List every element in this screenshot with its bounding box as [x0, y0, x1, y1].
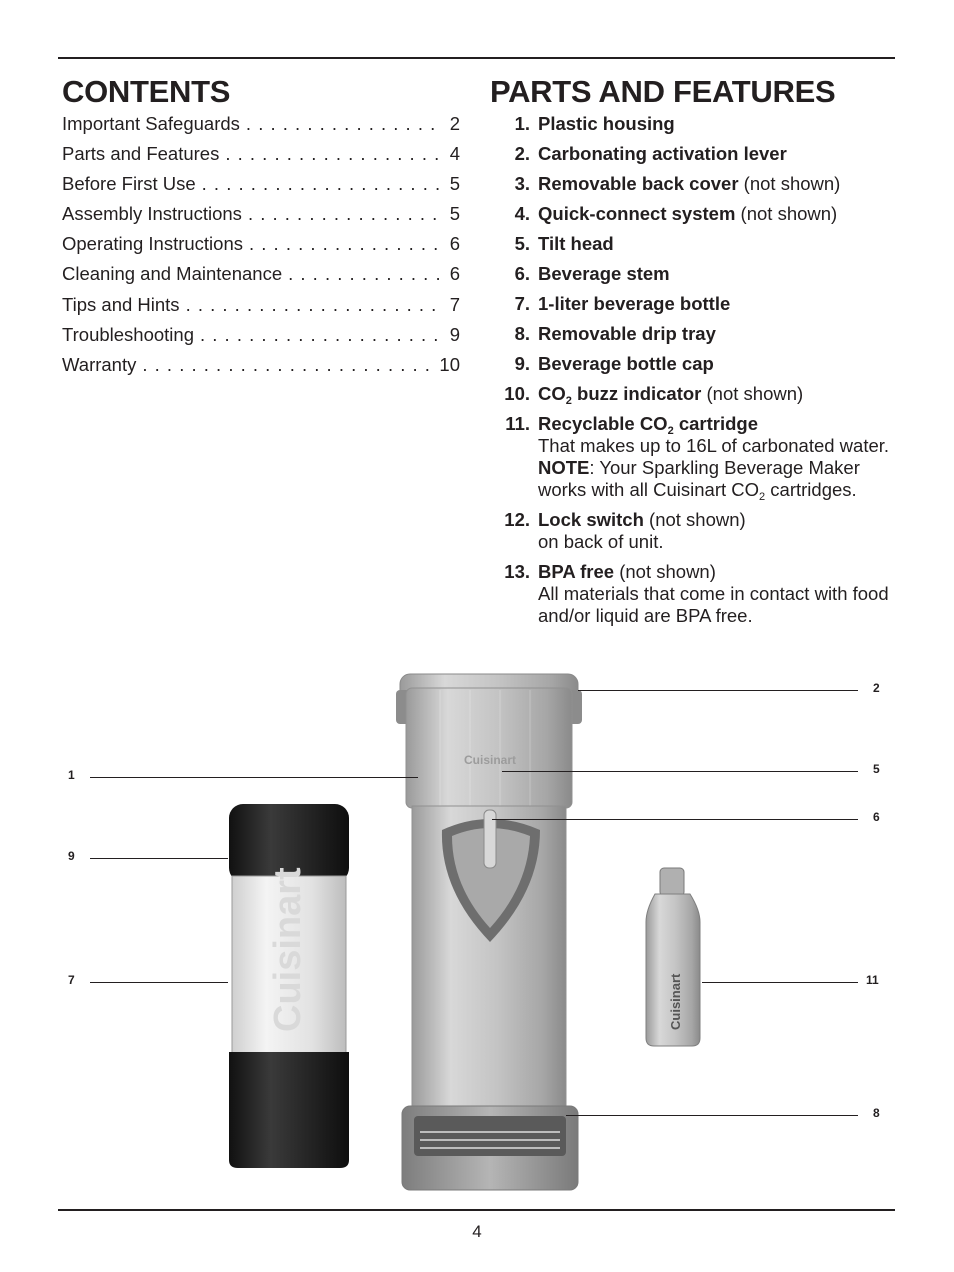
part-note: (not shown) — [706, 383, 804, 404]
table-of-contents — [62, 113, 460, 384]
toc-entry — [62, 233, 460, 263]
part-name: Removable drip tray — [538, 323, 716, 344]
part-number: 2. — [514, 143, 530, 164]
callout-9: 9 — [68, 849, 75, 863]
toc-entry — [62, 324, 460, 354]
toc-leader-dots — [142, 354, 433, 376]
part-number: 10. — [504, 383, 530, 404]
tilt-head — [406, 688, 572, 808]
part-description: on back of unit. — [538, 531, 664, 552]
part-name — [538, 383, 702, 407]
part-item — [490, 509, 890, 553]
part-item — [490, 143, 890, 165]
machine-brand-logo: Cuisinart — [463, 753, 517, 767]
toc-entry — [62, 113, 460, 143]
product-illustration — [0, 660, 954, 1205]
toc-entry-label: Assembly Instructions — [62, 203, 248, 225]
toc-entry-label: Tips and Hints — [62, 294, 186, 316]
toc-leader-dots — [248, 203, 444, 225]
part-name-text: buzz indicator — [571, 383, 702, 404]
leader-line-9 — [90, 858, 228, 859]
part-number: 1. — [514, 113, 530, 134]
toc-leader-dots — [288, 263, 444, 285]
part-name — [538, 413, 759, 437]
callout-5: 5 — [873, 762, 880, 776]
leader-line-1 — [90, 777, 418, 778]
toc-entry — [62, 203, 460, 233]
part-name: Removable back cover — [538, 173, 739, 194]
part-description-text: cartridges. — [765, 479, 857, 500]
toc-leader-dots — [249, 233, 444, 255]
cartridge-brand-logo: Cuisinart — [668, 973, 683, 1030]
part-name-text: cartridge — [673, 413, 759, 434]
toc-leader-dots — [246, 113, 444, 135]
toc-entry-label: Warranty — [62, 354, 142, 376]
part-note: (not shown) — [619, 561, 716, 582]
leader-line-6 — [492, 819, 858, 820]
toc-entry — [62, 143, 460, 173]
toc-entry-label: Operating Instructions — [62, 233, 249, 255]
part-item — [490, 233, 890, 255]
part-number: 7. — [514, 293, 530, 314]
part-number: 6. — [514, 263, 530, 284]
callout-1: 1 — [68, 768, 75, 782]
part-number: 5. — [514, 233, 530, 254]
toc-entry-page: 6 — [449, 233, 460, 255]
part-name: 1-liter beverage bottle — [538, 293, 731, 314]
part-name: Beverage bottle cap — [538, 353, 714, 374]
part-note: (not shown) — [649, 509, 746, 530]
callout-2: 2 — [873, 681, 880, 695]
toc-entry-page: 7 — [449, 293, 460, 315]
leader-line-11 — [702, 982, 858, 983]
subscript: 2 — [759, 491, 766, 503]
subscript: 2 — [565, 395, 572, 407]
parts-title: PARTS AND FEATURES — [490, 74, 836, 109]
part-number: 13. — [504, 561, 530, 582]
callout-6: 6 — [873, 810, 880, 824]
page-number: 4 — [472, 1222, 482, 1241]
part-name: Tilt head — [538, 233, 614, 254]
part-number: 12. — [504, 509, 530, 530]
toc-entry-page: 5 — [449, 173, 460, 195]
toc-entry-label: Before First Use — [62, 173, 202, 195]
part-item — [490, 353, 890, 375]
bottom-rule — [58, 1209, 895, 1211]
leader-line-7 — [90, 982, 228, 983]
part-name: Beverage stem — [538, 263, 670, 284]
part-note: (not shown) — [740, 203, 838, 224]
toc-entry — [62, 294, 460, 324]
part-name: BPA free — [538, 561, 615, 582]
part-item — [490, 173, 890, 195]
part-item — [490, 263, 890, 285]
toc-entry — [62, 173, 460, 203]
part-item — [490, 413, 890, 501]
toc-entry-page: 2 — [449, 113, 460, 134]
toc-entry-page: 4 — [449, 143, 460, 165]
leader-line-5 — [502, 771, 858, 772]
bottle-base — [229, 1052, 349, 1168]
toc-leader-dots — [200, 324, 444, 346]
toc-entry-label: Cleaning and Maintenance — [62, 263, 288, 285]
part-name: Carbonating activation lever — [538, 143, 787, 164]
callout-8: 8 — [873, 1106, 880, 1120]
part-description-text: That makes up to 16L of carbonated water. — [538, 435, 890, 456]
part-description: All materials that come in contact with food and/or liquid are BPA free. — [538, 583, 889, 626]
part-name: Lock switch — [538, 509, 644, 530]
toc-leader-dots — [202, 173, 444, 195]
part-item — [490, 203, 890, 225]
toc-entry-label: Parts and Features — [62, 143, 225, 165]
part-name-text: Recyclable CO — [538, 413, 668, 434]
part-number: 3. — [514, 173, 530, 194]
part-note: (not shown) — [743, 173, 841, 194]
part-name-text: CO — [538, 383, 566, 404]
toc-entry-page: 6 — [449, 263, 460, 285]
callout-7: 7 — [68, 973, 75, 987]
part-name: Plastic housing — [538, 113, 675, 134]
top-rule — [58, 57, 895, 59]
toc-entry-label: Important Safeguards — [62, 113, 246, 135]
toc-leader-dots — [225, 143, 443, 165]
bottle-brand-logo: Cuisinart — [267, 867, 309, 1032]
part-item — [490, 113, 890, 135]
part-item — [490, 323, 890, 345]
part-number: 8. — [514, 323, 530, 344]
toc-entry-label: Troubleshooting — [62, 324, 200, 346]
part-item — [490, 293, 890, 315]
callout-11: 11 — [866, 973, 879, 987]
parts-list — [490, 113, 890, 635]
note-label: NOTE — [538, 457, 590, 478]
toc-entry-page: 10 — [439, 353, 460, 375]
subscript: 2 — [667, 425, 674, 437]
part-number: 11. — [505, 413, 530, 434]
leader-line-2 — [578, 690, 858, 691]
part-description — [538, 435, 890, 503]
part-description-text: : Your Sparkling Beverage Maker works with all Cuisinart CO — [538, 457, 860, 500]
contents-title: CONTENTS — [62, 74, 231, 109]
part-number: 9. — [514, 353, 530, 374]
toc-entry — [62, 263, 460, 293]
toc-entry-page: 5 — [449, 203, 460, 225]
part-name: Quick-connect system — [538, 203, 736, 224]
toc-entry — [62, 354, 460, 384]
toc-leader-dots — [186, 294, 444, 316]
part-item — [490, 383, 890, 405]
part-number: 4. — [514, 203, 530, 224]
part-item — [490, 561, 890, 627]
product-drawing — [0, 660, 954, 1205]
toc-entry-page: 9 — [449, 323, 460, 345]
cartridge-valve — [660, 868, 684, 896]
removable-drip-tray — [414, 1116, 566, 1156]
leader-line-8 — [566, 1115, 858, 1116]
